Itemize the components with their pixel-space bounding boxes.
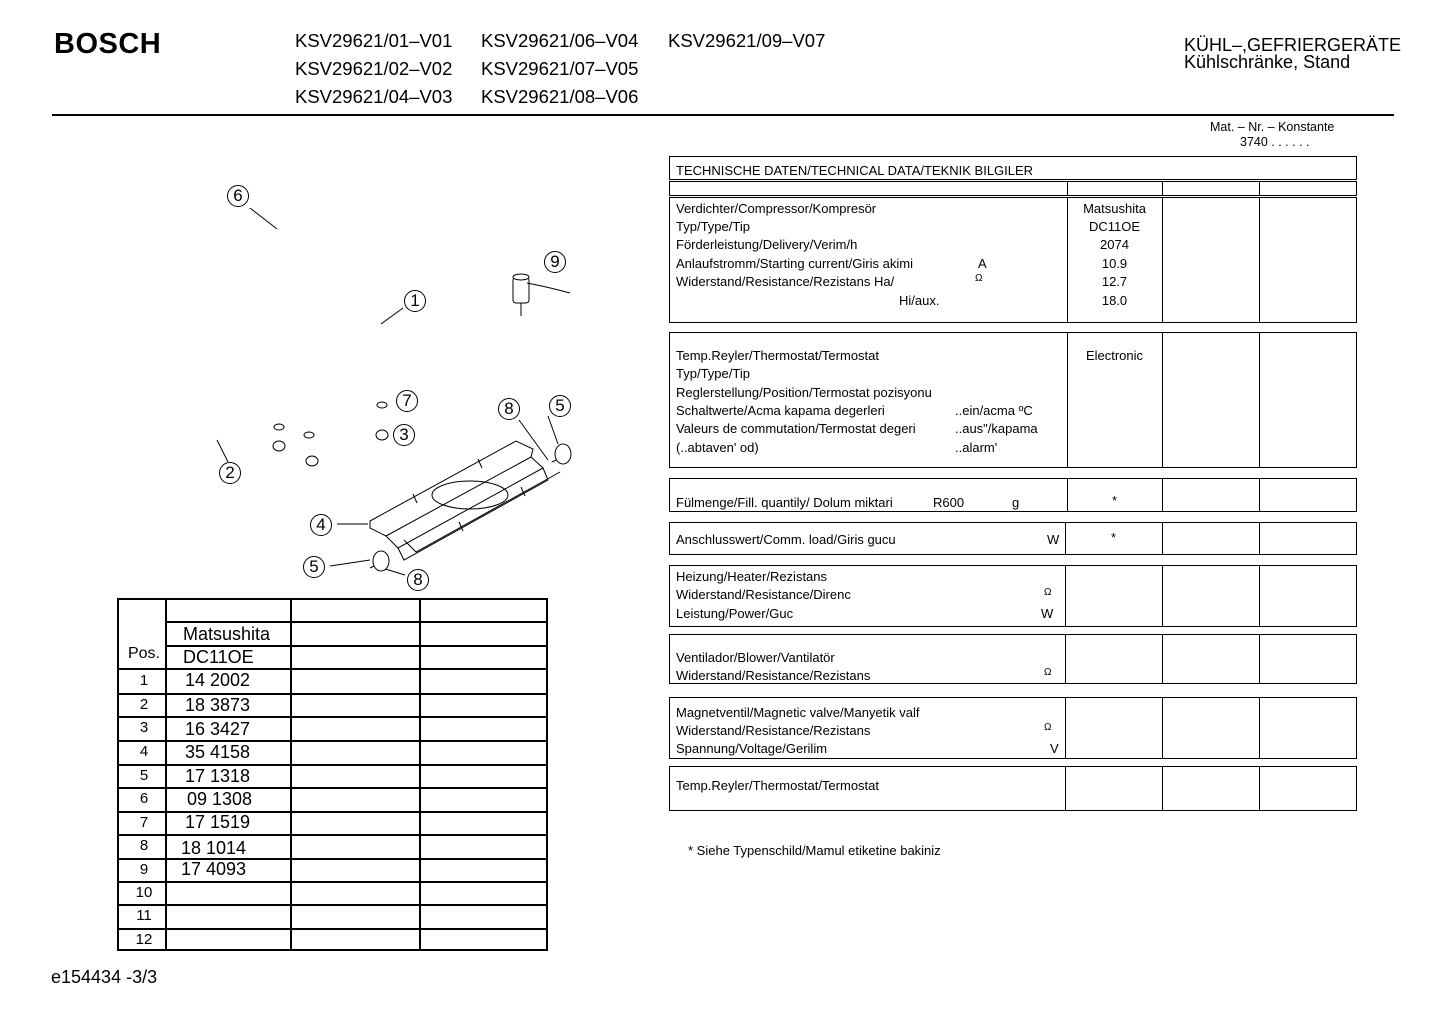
tech-column-header-row <box>669 181 1357 196</box>
unit-ampere: A <box>978 256 987 271</box>
pos-number: 1 <box>139 672 149 689</box>
heater-label: Heizung/Heater/Rezistans <box>676 569 828 584</box>
compressor-make: Matsushita <box>183 624 271 644</box>
part-number: 18 3873 <box>185 695 251 715</box>
compressor-delivery-label: Förderleistung/Delivery/Verim/h <box>676 237 858 252</box>
model-number: KSV29621/07–V05 <box>481 58 639 79</box>
pos-number: 9 <box>139 861 149 878</box>
category-title: KÜHL–,GEFRIERGERÄTE <box>1184 35 1402 55</box>
model-number: KSV29621/02–V02 <box>295 58 453 79</box>
mat-nr-value: 3740 . . . . . . <box>1240 135 1310 149</box>
compressor-resistance-value: 12.7 <box>1101 274 1128 289</box>
pos-number: 5 <box>139 767 149 784</box>
model-number: KSV29621/08–V06 <box>481 86 639 107</box>
unit-watt: W <box>1047 532 1060 547</box>
unit-ohm: Ω <box>975 273 983 284</box>
document-code: e154434 -3/3 <box>51 967 158 987</box>
valve-voltage-label: Spannung/Voltage/Gerilim <box>676 741 828 756</box>
model-number: KSV29621/09–V07 <box>668 30 826 51</box>
pos-number: 8 <box>139 837 149 854</box>
thermostat-label: Temp.Reyler/Thermostat/Termostat <box>676 348 880 363</box>
thermostat-value: Electronic <box>1085 348 1144 363</box>
callout-5: 5 <box>303 556 325 578</box>
part-number: 35 4158 <box>185 742 251 762</box>
comm-load-value: * <box>1110 530 1117 545</box>
pos-number: 2 <box>139 696 149 713</box>
pos-number: 3 <box>139 719 149 736</box>
compressor-type: DC11OE <box>183 647 254 667</box>
blower-label: Ventilador/Blower/Vantilatör <box>676 650 835 665</box>
mat-nr-label: Mat. – Nr. – Konstante <box>1210 120 1335 134</box>
footnote: * Siehe Typenschild/Mamul etiketine bakiniz <box>688 843 941 858</box>
fill-quantity-value: * <box>1111 493 1118 508</box>
valve-label: Magnetventil/Magnetic valve/Manyetik valf <box>676 705 920 720</box>
pos-number: 7 <box>139 814 149 831</box>
part-number: 16 3427 <box>185 719 251 739</box>
callout-2: 2 <box>219 462 241 484</box>
valve-resistance-label: Widerstand/Resistance/Rezistans <box>676 723 871 738</box>
comm-load-label: Anschlusswert/Comm. load/Giris gucu <box>676 532 896 547</box>
part-number: 17 1519 <box>185 812 251 832</box>
compressor-label: Verdichter/Compressor/Kompresör <box>676 201 877 216</box>
compressor-type-value: DC11OE <box>1088 219 1141 234</box>
thermostat-alarm: ..alarm' <box>955 440 998 455</box>
part-number: 17 4093 <box>181 859 247 879</box>
part-number: 18 1014 <box>181 838 247 858</box>
refrigerant: R600 <box>933 495 965 510</box>
callout-9: 9 <box>544 251 566 273</box>
callout-7: 7 <box>396 390 418 412</box>
model-number: KSV29621/06–V04 <box>481 30 639 51</box>
brand-logo: BOSCH <box>54 28 162 60</box>
blower-resistance-label: Widerstand/Resistance/Rezistans <box>676 668 871 683</box>
thermostat-ein: ..ein/acma ºC <box>955 403 1033 418</box>
thermostat-aus: ..aus"/kapama <box>955 421 1038 436</box>
callout-6: 6 <box>227 185 249 207</box>
callout-8: 8 <box>407 569 429 591</box>
callout-1: 1 <box>404 290 426 312</box>
unit-ohm: Ω <box>1044 667 1052 678</box>
compressor-current-label: Anlaufstromm/Starting current/Giris akimi <box>676 256 913 271</box>
callout-8: 8 <box>498 398 520 420</box>
callout-4: 4 <box>310 514 332 536</box>
unit-watt: W <box>1041 606 1054 621</box>
compressor-make-value: Matsushita <box>1083 201 1146 216</box>
thermostat2-label: Temp.Reyler/Thermostat/Termostat <box>676 778 880 793</box>
pos-number: 6 <box>139 790 149 807</box>
unit-gram: g <box>1012 495 1020 510</box>
pos-number: 4 <box>139 743 149 760</box>
compressor-aux-value: 18.0 <box>1101 293 1128 308</box>
model-number: KSV29621/04–V03 <box>295 86 453 107</box>
thermostat-type-label: Typ/Type/Tip <box>676 366 750 381</box>
compressor-type-label: Typ/Type/Tip <box>676 219 750 234</box>
compressor-current-value: 10.9 <box>1101 256 1128 271</box>
model-number: KSV29621/01–V01 <box>295 30 453 51</box>
unit-ohm: Ω <box>1044 722 1052 733</box>
unit-volt: V <box>1050 741 1059 756</box>
heater-power-label: Leistung/Power/Guc <box>676 606 794 621</box>
thermostat-position-label: Reglerstellung/Position/Termostat pozisyonu <box>676 385 932 400</box>
pos-header: Pos. <box>127 645 160 662</box>
thermostat-valeurs-label: Valeurs de commutation/Termostat degeri <box>676 421 916 436</box>
heater-resistance-label: Widerstand/Resistance/Direnc <box>676 587 851 602</box>
part-number: 17 1318 <box>185 766 251 786</box>
category-subtitle: Kühlschränke, Stand <box>1184 52 1351 72</box>
fill-quantity-label: Fülmenge/Fill. quantily/ Dolum miktari <box>676 495 893 510</box>
thermostat-defrost-label: (..abtaven' od) <box>676 440 759 455</box>
compressor-delivery-value: 2074 <box>1100 237 1129 252</box>
tech-title: TECHNISCHE DATEN/TECHNICAL DATA/TEKNIK BILGILER <box>676 163 1034 178</box>
pos-number: 10 <box>135 884 153 901</box>
exploded-parts-drawing <box>0 0 700 600</box>
pos-number: 11 <box>136 907 152 924</box>
thermostat-switch-label: Schaltwerte/Acma kapama degerleri <box>676 403 885 418</box>
part-number: 14 2002 <box>185 670 251 690</box>
callout-5: 5 <box>549 395 571 417</box>
parts-position-table <box>117 598 548 951</box>
compressor-resistance-label: Widerstand/Resistance/Rezistans Ha/ <box>676 274 895 289</box>
callout-3: 3 <box>393 424 415 446</box>
pos-number: 12 <box>135 931 153 948</box>
compressor-aux-label: Hi/aux. <box>899 293 940 308</box>
unit-ohm: Ω <box>1044 587 1052 598</box>
part-number: 09 1308 <box>187 789 253 809</box>
